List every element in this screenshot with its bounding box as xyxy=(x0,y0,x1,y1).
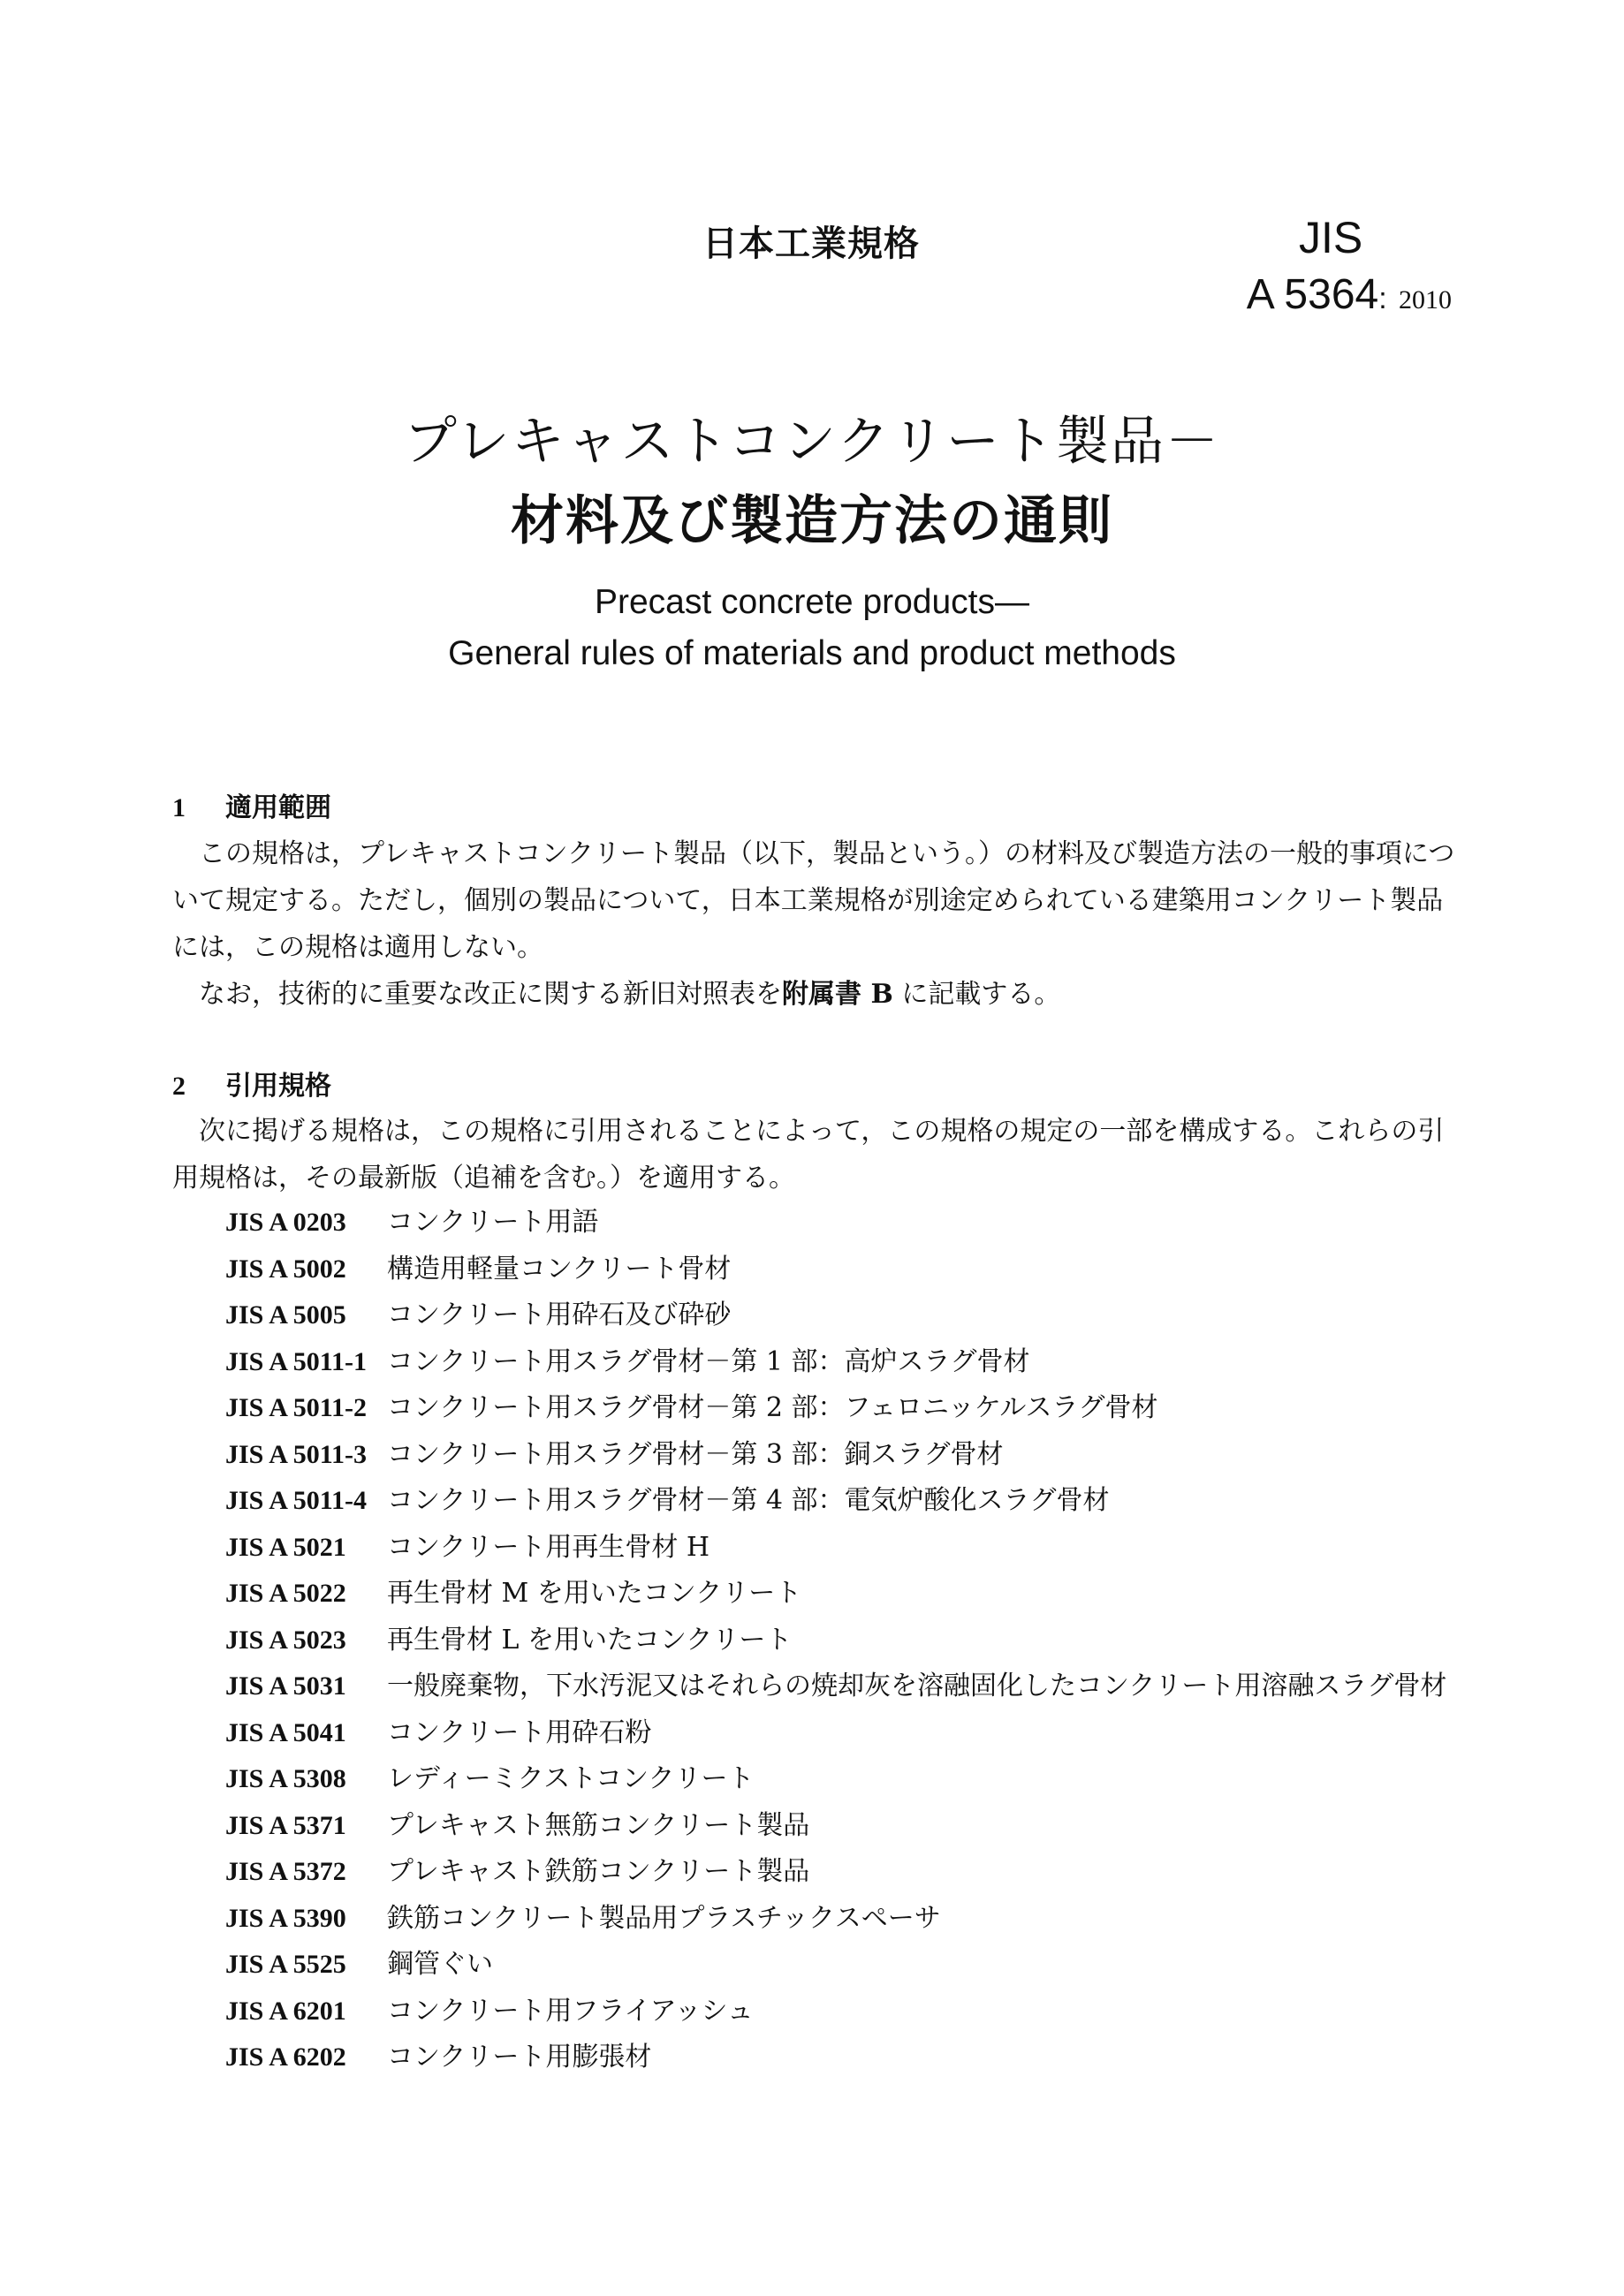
reference-code: JIS A 6202 xyxy=(225,2042,346,2072)
reference-code: JIS A 5022 xyxy=(225,1579,346,1608)
reference-title: プレキャスト無筋コンクリート製品 xyxy=(387,1809,810,1841)
title-ja-line2: 材料及び製造方法の通則 xyxy=(511,490,1113,552)
title-ja-line1: プレキャストコンクリート製品－ xyxy=(404,411,1220,473)
reference-code: JIS A 6201 xyxy=(225,1996,346,2026)
reference-code: JIS A 5308 xyxy=(225,1764,346,1793)
reference-item xyxy=(225,1803,1480,1850)
reference-code: JIS A 5390 xyxy=(225,1903,346,1933)
standard-number xyxy=(1247,270,1452,325)
section-2-title: 引用規格 xyxy=(225,1071,331,1102)
section-1-note xyxy=(172,971,1458,1018)
section-1-title: 適用範囲 xyxy=(225,792,331,823)
reference-title: コンクリート用語 xyxy=(387,1207,599,1238)
reference-code: JIS A 5005 xyxy=(225,1300,346,1330)
normative-references-list xyxy=(225,1200,1480,2081)
reference-code: JIS A 0203 xyxy=(225,1208,346,1237)
reference-code: JIS A 5023 xyxy=(225,1625,346,1655)
reference-item xyxy=(225,1942,1480,1989)
reference-code: JIS A 5002 xyxy=(225,1254,346,1284)
reference-code: JIS A 5041 xyxy=(225,1717,346,1747)
reference-item xyxy=(225,1710,1480,1757)
reference-title: 再生骨材 L を用いたコンクリート xyxy=(387,1624,793,1656)
reference-title: コンクリート用スラグ骨材－第 4 部：電気炉酸化スラグ骨材 xyxy=(387,1485,1110,1516)
reference-title: コンクリート用スラグ骨材－第 1 部：高炉スラグ骨材 xyxy=(387,1345,1030,1377)
section-1-number: 1 xyxy=(172,793,186,822)
reference-code: JIS A 5371 xyxy=(225,1810,346,1840)
reference-title: レディーミクストコンクリート xyxy=(387,1763,755,1794)
reference-title: 鉄筋コンクリート製品用プラスチックスペーサ xyxy=(387,1902,941,1934)
reference-item xyxy=(225,1896,1480,1943)
reference-item xyxy=(225,1247,1480,1293)
standard-year: 2010 xyxy=(1399,285,1452,314)
reference-title: プレキャスト鉄筋コンクリート製品 xyxy=(387,1856,810,1887)
reference-title: コンクリート用膨張材 xyxy=(387,2042,652,2072)
reference-item xyxy=(225,1385,1480,1432)
reference-title: コンクリート用砕石及び砕砂 xyxy=(387,1300,732,1330)
reference-code: JIS A 5011-3 xyxy=(225,1439,368,1469)
title-en-line1: Precast concrete products— xyxy=(594,583,1030,621)
reference-title: コンクリート用フライアッシュ xyxy=(387,1995,754,2027)
section-1-paragraph: この規格は，プレキャストコンクリート製品（以下，製品という。）の材料及び製造方法の一般的事項について規定する。ただし，個別の製品について，日本工業規格が別途定められている建築用コンクリート製品には，この規格は適用しない。 xyxy=(172,838,1455,963)
reference-title: コンクリート用スラグ骨材－第 2 部：フェロニッケルスラグ骨材 xyxy=(387,1392,1158,1423)
note-text-post: に記載する。 xyxy=(892,979,1061,1010)
reference-item xyxy=(225,1756,1480,1803)
reference-item xyxy=(225,1618,1480,1664)
reference-code: JIS A 5011-4 xyxy=(225,1486,368,1515)
reference-title: コンクリート用スラグ骨材－第 3 部：銅スラグ骨材 xyxy=(387,1438,1004,1470)
reference-code: JIS A 5021 xyxy=(225,1532,346,1562)
standard-org-label: 日本工業規格 xyxy=(702,224,920,264)
reference-title: コンクリート用再生骨材 H xyxy=(387,1531,710,1563)
reference-item xyxy=(225,1663,1480,1710)
reference-item xyxy=(225,1571,1480,1618)
reference-item xyxy=(225,1200,1480,1247)
annex-b-reference: 附属書 B xyxy=(782,979,893,1010)
reference-title: コンクリート用砕石粉 xyxy=(387,1716,652,1748)
reference-code: JIS A 5011-1 xyxy=(225,1346,368,1376)
reference-item xyxy=(225,1339,1480,1386)
section-2-number: 2 xyxy=(172,1072,186,1101)
reference-code: JIS A 5372 xyxy=(225,1857,346,1886)
reference-title: 鋼管ぐい xyxy=(387,1949,493,1980)
reference-title: 一般廃棄物，下水汚泥又はそれらの焼却灰を溶融固化したコンクリート用溶融スラグ骨材 xyxy=(387,1671,1447,1701)
reference-item xyxy=(225,1849,1480,1896)
reference-item xyxy=(225,1432,1480,1479)
reference-title: 再生骨材 M を用いたコンクリート xyxy=(387,1578,802,1609)
reference-item xyxy=(225,1478,1480,1525)
note-text-pre: なお，技術的に重要な改正に関する新旧対照表を xyxy=(199,979,782,1010)
reference-title: 構造用軽量コンクリート骨材 xyxy=(387,1253,732,1284)
separator: : xyxy=(1378,282,1387,315)
jis-label: JIS xyxy=(1299,213,1363,262)
section-1-heading xyxy=(172,789,331,828)
section-2-heading xyxy=(172,1067,331,1106)
reference-item xyxy=(225,1292,1480,1339)
title-en-line2: General rules of materials and product methods xyxy=(448,634,1176,672)
reference-code: JIS A 5011-2 xyxy=(225,1393,368,1422)
reference-code: JIS A 5031 xyxy=(225,1671,346,1701)
reference-item xyxy=(225,1989,1480,2035)
reference-item xyxy=(225,1525,1480,1572)
reference-code: JIS A 5525 xyxy=(225,1950,346,1979)
reference-item xyxy=(225,2035,1480,2081)
standard-code: A 5364 xyxy=(1246,271,1379,318)
section-2-paragraph: 次に掲げる規格は，この規格に引用されることによって，この規格の規定の一部を構成する。これらの引用規格は，その最新版（追補を含む。）を適用する。 xyxy=(172,1116,1445,1193)
